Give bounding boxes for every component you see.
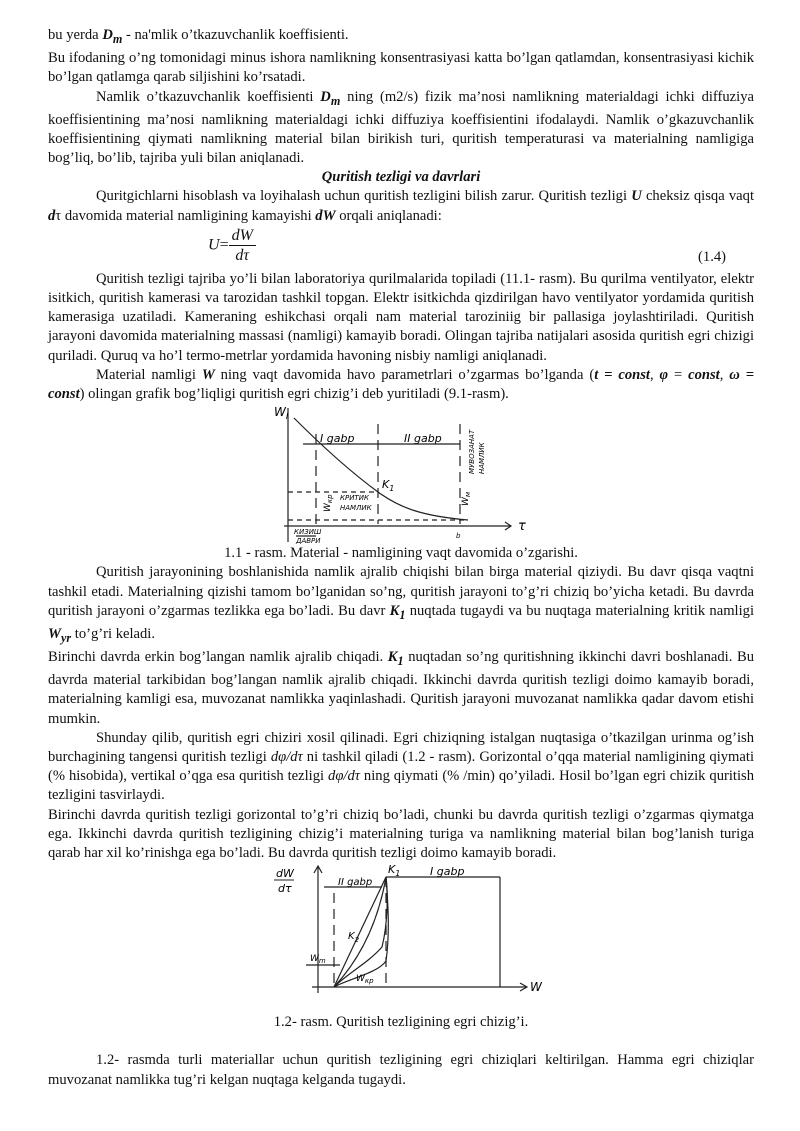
paragraph-drying-curve: Material namligi W ning vaqt davomida havo parametrlari o’zgarmas bo’lganda (t = const, φ = const, ω = const) olingan grafik bog’liqligi quritish egri chizig’i deb yuritiladi (9.1-rasm). (48, 366, 755, 403)
fig2-point-k1: $K_1$ (388, 863, 401, 879)
figure-1-2-caption: 1.2- rasm. Quritish tezligining egri chizig’i. (273, 1014, 529, 1031)
paragraph-heating-period: Quritish jarayonining boshlanishida namlik ajralib chiqishi bilan birga material qiziydi. Bu davr qisqa vaqtni tashkil etadi. Materialning qizishi tamom bo’lganidan so’ng, quritish jarayoni to’g’ri chiziq bo’yicha ketadi. Bu davrda quritish jarayoni o’zgarmas tezlikka ega bo’ladi. Bu davr $K_1$ nuqtada tugaydi va bu nuqtaga materialning kritik namligi $W_{yr}$ to’g’ri keladi. (48, 564, 755, 645)
figure-1-1 (48, 404, 754, 544)
fig2-y-denominator: dτ (278, 882, 292, 896)
fig1-critical-label-1: КРИТИК (340, 494, 369, 503)
fig1-heating-label-1: КИЗИШ (294, 528, 322, 537)
formula-lhs: U (208, 236, 220, 254)
fig2-wkr-label: $W_{кр}$ (356, 974, 374, 986)
fig1-critical-label-2: НАМЛИК (340, 504, 372, 513)
fig1-equilibrium-label-2: НАМЛИК (478, 442, 486, 475)
fig2-period-2: II gabp (338, 877, 373, 889)
paragraph-rate-periods: Birinchi davrda quritish tezligi gorizontal to’g’ri chiziq bo’ladi, chunki bu davrda quritish tezligi o’zgarmas qiymatga ega. Ikkinchi davrda quritish tezligining chizig’i materialning turiga va namlikning material bilan bog’lanish turiga qarab har xil ko’rinishga ega bo’ladi. Bu davrda quritish tezligi doimo kamayib boradi. (48, 806, 754, 862)
equation-number: (1.4) (698, 248, 726, 265)
section-heading: Quritish tezligi va davrlari (321, 169, 481, 186)
fig2-period-1: I gabp (430, 865, 465, 879)
fig1-point-k1: $K_1$ (382, 478, 395, 494)
fig1-x-axis-label: τ (518, 519, 526, 535)
formula-numerator: dW (229, 226, 256, 246)
fig1-period-1: I gabp (320, 432, 355, 446)
paragraph-tangent: Shunday qilib, quritish egri chiziri xosil qilinadi. Egri chiziqning istalgan nuqtasiga o’tkazilgan urinma og’ish burchagining tangensi quritish tezligi dφ/dτ ni tashkil qiladi (1.2 - rasm). Gorizontal o’qqa material namligining qiymati (% hisobida), vertikal o’qga esa quritish tezligi dφ/dτ ning qiymati (% /min) qo’yiladi. Hosil bo’lgan egri chizik quritish tezligini tasvirlaydi. (48, 729, 754, 804)
figure-1-2 (48, 863, 754, 1013)
fig2-wm-label: $W_m$ (310, 954, 326, 966)
spacer (48, 1032, 754, 1051)
paragraph-second-period: Birinchi davrda erkin bog’langan namlik ajralib chiqadi. $K_1$ nuqtadan so’ng quritishning ikkinchi davri boshlanadi. Bu davrda material tarkibidan bog’langan namlik ajralib chiqadi. Ikkinchi davrda quritish tezligi doimo kamayib boradi, materialning kamligi esa, muvozanat namlikka yaqinlashadi. Quritish jarayoni muvozanat namlikka qadar davom etishi mumkin. (48, 649, 754, 727)
figure-1-1-caption: 1.1 - rasm. Material - namligining vaqt davomida o’zgarishi. (224, 545, 578, 562)
formula-equals: = (219, 236, 229, 254)
document-page (48, 26, 754, 1090)
fig1-y-axis-label: $W_I$ (274, 405, 289, 422)
paragraph-lab-setup: Quritish tezligi tajriba yo’li bilan laboratoriya qurilmalarida topiladi (11.1- rasm). Bu qurilma ventilyator, elektr isitkich, quritish kamerasi va tarozidan tashkil topgan. Elektr isitkichda qizdirilgan havo ventilyator yordamida quritish kamerasiga uzatiladi. Kameraning eshikchasi orqali nam material taroziniig bir pallasiga joylashtiriladi. Quritish jarayoni davomida materialning massasi (namligi) kamayib boradi. Olingan tajriba natijalari asosida quritish egri chizigi quriladi. Quruq va ho’l termo-metrlar yordamida havoning nisbiy namligi aniqlanadi. (48, 270, 754, 364)
fig2-y-numerator: dW (276, 867, 294, 881)
paragraph-minus-sign: Bu ifodaning o’ng tomonidagi minus ishora namlikning konsentrasiyasi katta bo’lgan qatlamdan, konsentrasiyasi kichik bo’lgan qatlamga qarab siljishini ko’rsatadi. (48, 50, 754, 86)
formula-denominator: dτ (235, 247, 250, 265)
fig1-equilibrium-label-1: МУВОЗАНАТ (468, 430, 476, 475)
paragraph-dm-meaning: Namlik o’tkazuvchanlik koeffisienti $D_m$ ning (m2/s) fizik ma’nosi namlikning materialdagi ichki diffuziya koeffisientining ma’nosi namlikning materialdagi ichki diffuziya koeffisientini ifodalaydi. Namlik o’gkazuvchanlik koeffisientining qiymati namlikning material bilan birikish turi, quritish temperaturasi va materialning namligiga bog’liq, bo’lib, tajriba yuli bilan aniqlanadi. (48, 88, 754, 167)
paragraph-dm-definition: bu yerda $D_m$ - na'mlik o’tkazuvchanlik koeffisienti. (48, 27, 349, 46)
fig2-point-k2: $K_2$ (348, 931, 360, 945)
fig1-heating-label-2: ДАВРИ (296, 537, 321, 545)
fig1-wkr-label: $W_{кр}$ (323, 494, 334, 513)
fig1-tick-b: b (456, 532, 461, 541)
formula-expression (208, 226, 256, 265)
formula-fraction (229, 226, 256, 265)
drying-rate-diagram (48, 863, 754, 1013)
fig1-period-2: II gabp (404, 432, 442, 446)
paragraph-drying-rate: Quritgichlarni hisoblash va loyihalash uchun quritish tezligini bilish zarur. Quritish tezligi U cheksiz qisqa vaqt dτ davomida material namligining kamayishi dW orqali aniqlanadi: (48, 188, 755, 224)
formula-1-4 (48, 226, 754, 270)
paragraph-conclusion: 1.2- rasmda turli materiallar uchun quritish tezligining egri chiziqlari keltirilgan. Hamma egri chiziqlar muvozanat namlikka tug’ri kelgan nuqtaga kelganda tugaydi. (48, 1052, 754, 1088)
fig1-wm-label: $W_м$ (461, 492, 472, 507)
fig2-x-axis-label: W (530, 980, 542, 995)
moisture-time-diagram (48, 404, 754, 544)
